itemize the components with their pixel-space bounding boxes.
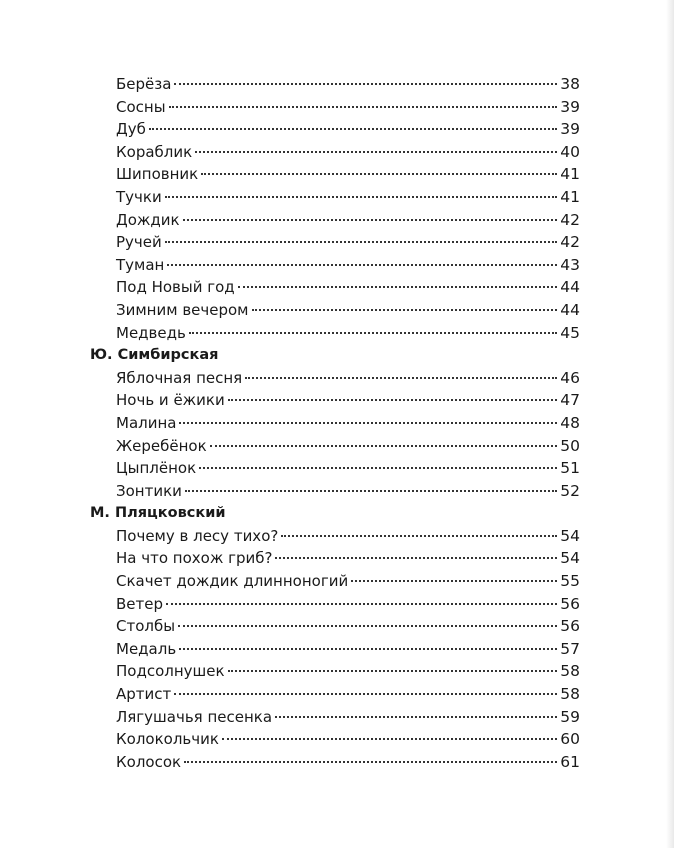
- dot-leader: [222, 738, 557, 740]
- toc-entry-title: Тучки: [116, 187, 162, 206]
- page-edge-shadow: [666, 0, 674, 848]
- toc-entry-title: Яблочная песня: [116, 368, 243, 387]
- author-heading: М. Пляцковский: [90, 505, 226, 522]
- toc-entry[interactable]: [90, 728, 580, 751]
- toc-entry-page-number: 58: [560, 685, 580, 704]
- dot-leader: [174, 83, 557, 85]
- toc-entry-title: Подсолнушек: [116, 662, 225, 681]
- toc-entry[interactable]: [90, 570, 580, 593]
- table-of-contents: [90, 73, 580, 773]
- toc-entry[interactable]: [90, 163, 580, 186]
- toc-entry-title: Дуб: [116, 120, 146, 139]
- toc-entry-page-number: 39: [560, 97, 580, 116]
- toc-entry-page-number: 47: [560, 391, 580, 410]
- toc-entry[interactable]: [90, 751, 580, 774]
- toc-entry-title: Сосны: [116, 97, 166, 116]
- toc-entry-page-number: 59: [560, 707, 580, 726]
- toc-entry-title: Под Новый год: [116, 278, 235, 297]
- toc-entry[interactable]: [90, 457, 580, 480]
- toc-entry-page-number: 43: [560, 255, 580, 274]
- toc-entry-title: Зимним вечером: [116, 300, 249, 319]
- toc-entry-page-number: 44: [560, 300, 580, 319]
- dot-leader: [245, 377, 557, 379]
- toc-entry-page-number: 41: [560, 187, 580, 206]
- toc-entry-title: Столбы: [116, 617, 176, 636]
- toc-entry-page-number: 42: [560, 233, 580, 252]
- toc-entry-page-number: 58: [560, 662, 580, 681]
- dot-leader: [195, 151, 557, 153]
- toc-entry-title: Колокольчик: [116, 730, 219, 749]
- toc-entry[interactable]: [90, 525, 580, 548]
- toc-entry-title: Цыплёнок: [116, 459, 197, 478]
- dot-leader: [210, 445, 558, 447]
- dot-leader: [174, 693, 557, 695]
- dot-leader: [351, 580, 557, 582]
- toc-entry-page-number: 38: [560, 75, 580, 93]
- toc-entry-page-number: 46: [560, 368, 580, 387]
- dot-leader: [228, 399, 558, 401]
- toc-entry-title: Ручей: [116, 233, 162, 252]
- toc-entry-page-number: 54: [560, 549, 580, 568]
- toc-entry[interactable]: [90, 96, 580, 119]
- toc-entry[interactable]: [90, 367, 580, 390]
- author-heading: Ю. Симбирская: [90, 347, 219, 364]
- dot-leader: [275, 716, 557, 718]
- toc-entry-title: На что похож гриб?: [116, 549, 273, 568]
- toc-entry-page-number: 55: [560, 572, 580, 591]
- toc-entry[interactable]: [90, 638, 580, 661]
- toc-entry-title: Артист: [116, 685, 172, 704]
- toc-entry-page-number: 61: [560, 752, 580, 771]
- toc-entry-page-number: 44: [560, 278, 580, 297]
- toc-entry-title: Туман: [116, 255, 165, 274]
- dot-leader: [228, 670, 558, 672]
- toc-entry-title: Дождик: [116, 210, 180, 229]
- toc-entry-page-number: 41: [560, 165, 580, 184]
- dot-leader: [252, 309, 558, 311]
- dot-leader: [281, 535, 557, 537]
- toc-entry-title: Кораблик: [116, 142, 193, 161]
- toc-entry[interactable]: [90, 615, 580, 638]
- toc-entry-title: Жеребёнок: [116, 436, 207, 455]
- dot-leader: [201, 173, 557, 175]
- toc-entry-page-number: 42: [560, 210, 580, 229]
- toc-entry-page-number: 57: [560, 639, 580, 658]
- toc-entry[interactable]: [90, 186, 580, 209]
- toc-entry-title: Малина: [116, 413, 177, 432]
- dot-leader: [165, 241, 558, 243]
- toc-entry-page-number: 60: [560, 730, 580, 749]
- toc-entry[interactable]: [90, 706, 580, 729]
- dot-leader: [183, 219, 558, 221]
- toc-entry-title: Почему в лесу тихо?: [116, 526, 279, 545]
- toc-entry-title: Медведь: [116, 323, 186, 342]
- toc-entry[interactable]: [90, 412, 580, 435]
- toc-entry[interactable]: [90, 209, 580, 232]
- dot-leader: [165, 196, 558, 198]
- dot-leader: [184, 761, 557, 763]
- dot-leader: [166, 603, 557, 605]
- toc-entry-page-number: 40: [560, 142, 580, 161]
- dot-leader: [189, 332, 557, 334]
- dot-leader: [167, 264, 557, 266]
- dot-leader: [238, 286, 558, 288]
- dot-leader: [169, 106, 558, 108]
- dot-leader: [199, 467, 557, 469]
- toc-entry[interactable]: [90, 299, 580, 322]
- toc-entry[interactable]: [90, 480, 580, 503]
- toc-entry[interactable]: [90, 276, 580, 299]
- toc-entry-page-number: 50: [560, 436, 580, 455]
- toc-entry[interactable]: [90, 231, 580, 254]
- dot-leader: [179, 648, 557, 650]
- dot-leader: [179, 422, 557, 424]
- toc-entry-page-number: 48: [560, 413, 580, 432]
- toc-entry-title: Зонтики: [116, 481, 182, 500]
- toc-entry[interactable]: [90, 683, 580, 706]
- toc-entry-page-number: 56: [560, 594, 580, 613]
- toc-entry-page-number: 45: [560, 323, 580, 342]
- toc-entry-page-number: 51: [560, 459, 580, 478]
- toc-entry-title: Колосок: [116, 752, 182, 771]
- toc-entry[interactable]: [90, 660, 580, 683]
- toc-entry-title: Лягушачья песенка: [116, 707, 273, 726]
- toc-entry[interactable]: [90, 322, 580, 345]
- toc-entry[interactable]: [90, 593, 580, 616]
- toc-entry-page-number: 56: [560, 617, 580, 636]
- toc-entry-title: Ночь и ёжики: [116, 391, 225, 410]
- toc-entry-title: Шиповник: [116, 165, 199, 184]
- toc-entry[interactable]: [90, 547, 580, 570]
- toc-entry-title: Медаль: [116, 639, 177, 658]
- dot-leader: [178, 625, 557, 627]
- toc-entry[interactable]: [90, 435, 580, 458]
- toc-entry[interactable]: [90, 73, 580, 96]
- toc-entry-page-number: 52: [560, 481, 580, 500]
- toc-entry-title: Ветер: [116, 594, 164, 613]
- dot-leader: [275, 557, 557, 559]
- toc-entry[interactable]: [90, 141, 580, 164]
- toc-entry-page-number: 54: [560, 526, 580, 545]
- toc-entry[interactable]: [90, 118, 580, 141]
- dot-leader: [185, 490, 557, 492]
- toc-entry-page-number: 39: [560, 120, 580, 139]
- toc-entry-title: Берёза: [116, 75, 172, 93]
- toc-entry[interactable]: [90, 389, 580, 412]
- dot-leader: [149, 128, 557, 130]
- toc-entry-title: Скачет дождик длинноногий: [116, 572, 349, 591]
- toc-entry[interactable]: [90, 254, 580, 277]
